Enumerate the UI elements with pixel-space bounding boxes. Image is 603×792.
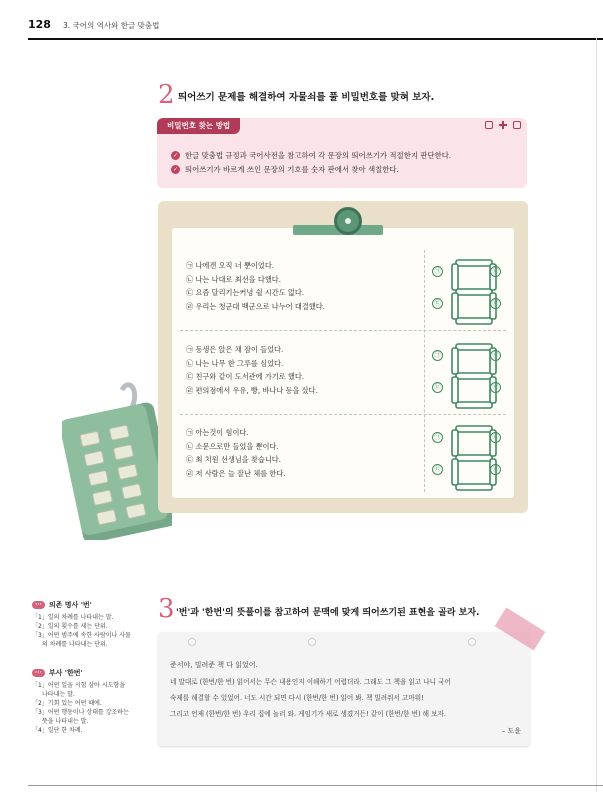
definition-line: 「1」어떤 일을 시험 삼아 시도함을 [32,682,125,689]
group-divider [180,414,506,415]
chapter-title: 3. 국어의 역사와 한글 맞춤법 [62,21,160,30]
sentence: ㉡ 소문으로만 들었을 뿐이다. [186,441,279,451]
page-edge [596,38,597,792]
sentence: ㉢ 최 치원 선생님을 찾습니다. [186,455,281,465]
punch-hole [188,638,196,646]
sentence: ㉠ 동생은 앉은 채 잠이 들었다. [186,345,284,354]
segment-label: ㉣ [490,298,501,309]
digit-segment [452,459,458,485]
method-line [171,150,451,161]
sentence: ㉠ 아는것이 힘이다. [186,428,249,437]
segment-label: ㉢ [432,298,443,309]
letter-line: 숙제를 해결할 수 있었어. 너도 시간 되면 다시 (한번/한 번) 읽어 봐. 책 빌려줘서 고마워! [170,694,424,702]
segment-label: ㉣ [490,382,501,393]
digit-segment [456,373,492,379]
digit-segment [456,260,492,266]
seven-segment-digit-icon [432,340,516,412]
segment-label: ㉣ [490,464,501,475]
plus-icon[interactable] [499,121,507,129]
segment-label: ㉠ [432,350,443,361]
segment-label: ㉠ [432,432,443,443]
digit-segment [452,293,458,319]
segment-label: ㉡ [490,266,501,277]
sentence: ㉢ 친구와 같이 도서관에 가기로 했다. [186,372,305,382]
seven-segment-digit-icon [432,422,516,494]
method-box-icons [485,121,521,129]
letter-line: 그리고 언제 (한번/한 번) 우리 집에 놀러 와. 게임기가 새로 생겼거든! 같이 (한번/한 번) 해 보자. [170,710,446,718]
letter-line: 준서야, 빌려준 책 다 읽었어. [170,661,258,669]
definition-line: 「1」일의 차례를 나타내는 말. [32,614,114,621]
page-header [28,18,159,31]
check-icon: ✓ [172,166,179,173]
method-line [171,164,399,175]
column-divider [424,250,425,492]
digit-segment [452,430,458,456]
copy-icon[interactable] [485,121,493,129]
sentence: ㉢ 요즘 달리기는커녕 쉴 시간도 없다. [186,288,305,298]
digit-segment [456,426,492,432]
letter-note [158,632,530,746]
method-line-text: 한글 맞춤법 규정과 국어사전을 참고하여 각 문장의 띄어쓰기가 적절한지 판단한다. [185,151,452,160]
definition-line: 「2」일의 횟수를 세는 단위. [32,623,108,630]
sentence-group-2 [186,343,318,397]
segment-label: ㉢ [432,464,443,475]
segment-label: ㉡ [490,432,501,443]
section-2-title: 띄어쓰기 문제를 해결하여 자물쇠를 풀 비밀번호를 맞혀 보자. [178,92,435,103]
sidebar-heading: 의존 명사 '번' [48,601,92,609]
section-3-title: '번'과 '한번'의 뜻풀이를 참고하여 문맥에 맞게 띄어쓰기된 표현을 골라 보자. [176,608,480,618]
dots-icon: ··· [32,669,45,677]
digit-segment [456,402,492,408]
segment-display-1[interactable] [432,256,516,328]
punch-hole [468,638,476,646]
lock-knob-icon [334,207,362,235]
digit-segment [456,344,492,350]
sidebar-heading: 부사 '한번' [48,669,83,677]
segment-display-3[interactable] [432,422,516,494]
check-icon: ✓ [172,152,179,159]
dots-icon: ··· [32,601,45,609]
sentence: ㉣ 저 사람은 늘 잘난 체를 한다. [186,468,286,478]
definition-line: 뜻을 나타내는 말. [42,718,89,725]
sentence: ㉡ 나는 나무 한 그루를 심었다. [186,358,284,368]
definition-line: 나타내는 말. [42,691,75,698]
sentence: ㉡ 나는 나대로 최선을 다했다. [186,274,281,284]
header-rule [28,38,603,40]
section-2-number: 2 [158,80,175,110]
keypad-lock-illustration [62,380,172,540]
sentence: ㉣ 편의점에서 우유, 빵, 바나나 등을 샀다. [186,385,318,395]
digit-segment [452,264,458,290]
letter-signature: – 도윤 [501,727,521,735]
window-icon[interactable] [513,121,521,129]
segment-display-2[interactable] [432,340,516,412]
letter-line: 네 말대로 (한번/한 번) 읽어서는 무슨 내용인지 이해하기 어렵더라. 그래도 그 책을 읽고 나니 국어 [170,678,451,686]
method-line-text: 띄어쓰기가 바르게 쓰인 문장의 기호를 숫자 판에서 찾아 색칠한다. [185,165,399,174]
digit-segment [452,348,458,374]
digit-segment [456,289,492,295]
digit-segment [452,377,458,403]
section-3-number: 3 [158,594,175,624]
digit-segment [456,455,492,461]
segment-label: ㉡ [490,350,501,361]
page-number: 128 [28,18,51,31]
sentence-group-1 [186,259,325,313]
digit-segment [456,318,492,324]
segment-label: ㉢ [432,382,443,393]
definition-line: 「3」어떤 범주에 속한 사람이나 사물 [32,632,131,639]
definition-line: 「4」일단 한 차례. [32,727,83,734]
method-box [157,118,527,188]
definition-line: 의 차례를 나타내는 단위. [42,641,108,648]
segment-label: ㉠ [432,266,443,277]
sentence: ㉣ 우리는 청군대 백군으로 나누어 대결했다. [186,301,325,311]
seven-segment-digit-icon [432,256,516,328]
group-divider [180,330,506,331]
shackle-icon [122,385,135,408]
method-tab: 비밀번호 찾는 방법 [157,118,240,134]
footer-rule [28,785,603,786]
definition-line: 「2」기회 있는 어떤 때에. [32,700,102,707]
sentence: ㉠ 나에겐 오직 너 뿐이었다. [186,261,275,270]
punch-hole [308,638,316,646]
definition-line: 「3」어떤 행동이나 상태를 강조하는 [32,709,129,716]
digit-segment [456,484,492,490]
sentence-group-3 [186,426,286,480]
sidebar-noun-definition [32,600,144,649]
sidebar-adverb-definition [32,668,144,735]
